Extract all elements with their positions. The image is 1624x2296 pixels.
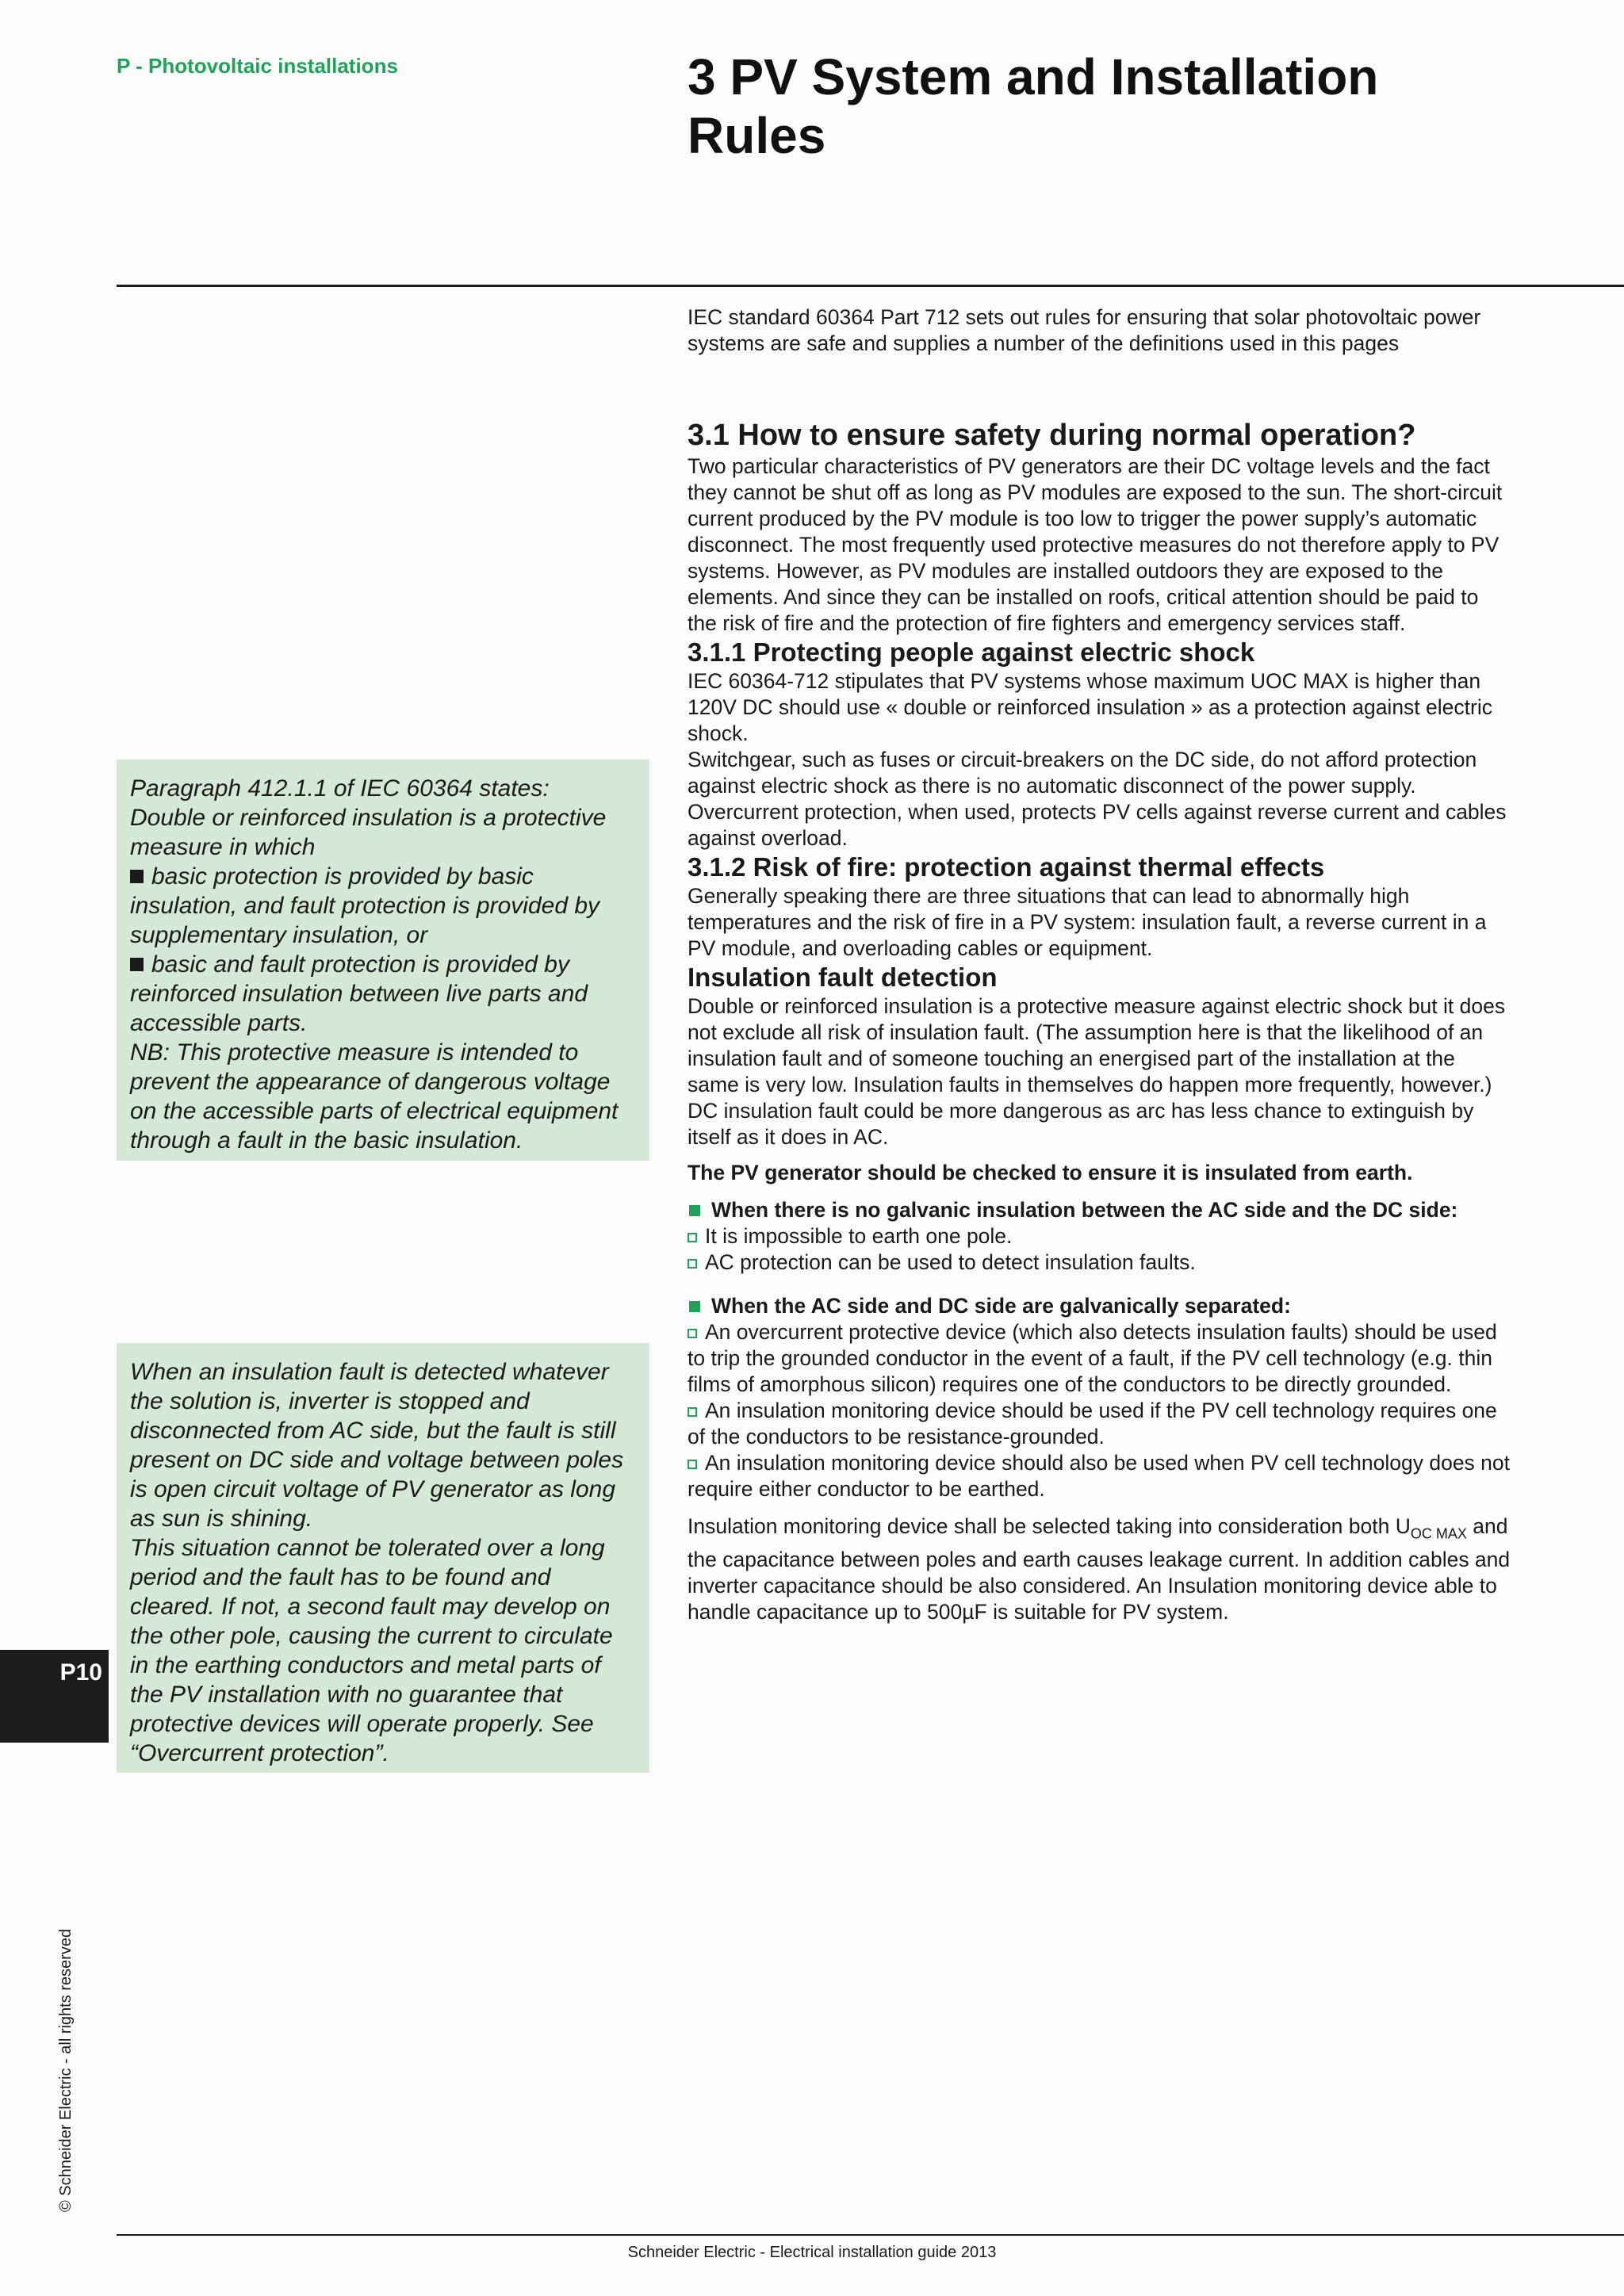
sub-bullet-text: It is impossible to earth one pole.	[705, 1224, 1013, 1248]
black-square-bullet-icon	[130, 870, 144, 883]
intro-paragraph: IEC standard 60364 Part 712 sets out rules for ensuring that solar photovoltaic power systems are safe and supplies a number of the definitions used in this pages	[688, 305, 1481, 355]
bullet-galvanically-separated	[688, 1293, 1512, 1319]
green-square-bullet-icon	[689, 1301, 700, 1312]
bottom-divider	[117, 2234, 1624, 2236]
copyright-note: © Schneider Electric - all rights reserved	[57, 1928, 75, 2212]
imd-subscript: OC MAX	[1410, 1525, 1467, 1542]
paragraph-3-1: Two particular characteristics of PV generators are their DC voltage levels and the fact they cannot be shut off as long as PV modules are exposed to the sun. The short-circuit current produced by the PV module is too low to trigger the power supply’s automatic disconnect. The most frequently used protective measures do not therefore apply to PV systems. However, as PV modules are installed outdoors they are exposed to the elements. And since they can be installed on roofs, critical attention should be paid to the risk of fire and the protection of fire fighters and emergency services staff.	[688, 454, 1503, 635]
sidebox-bullet-text: basic and fault protection is provided by reinforced insulation between live parts and accessible parts.	[130, 951, 588, 1036]
hollow-square-bullet-icon	[688, 1407, 697, 1417]
heading-3-1-1: 3.1.1 Protecting people against electric shock	[688, 637, 1255, 667]
black-square-bullet-icon	[130, 958, 144, 971]
bullet-label: When there is no galvanic insulation between the AC side and the DC side:	[711, 1198, 1458, 1222]
hollow-square-bullet-icon	[688, 1460, 697, 1469]
hollow-square-bullet-icon	[688, 1329, 697, 1338]
hollow-square-bullet-icon	[688, 1259, 697, 1269]
sub-bullet-text: An insulation monitoring device should also be used when PV cell technology does not require either conductor to be earthed.	[688, 1451, 1511, 1501]
sidebox-line: Paragraph 412.1.1 of IEC 60364 states:	[130, 775, 550, 802]
section-tag: P - Photovoltaic installations	[117, 54, 398, 78]
sub-bullet-text: AC protection can be used to detect insulation faults.	[705, 1250, 1196, 1274]
sidebox-note: NB: This protective measure is intended to prevent the appearance of dangerous voltage on the accessible parts of electrical equipment through a fault in the basic insulation.	[130, 1039, 619, 1154]
bold-statement: The PV generator should be checked to ensure it is insulated from earth.	[688, 1161, 1413, 1184]
paragraph-insulation-monitoring	[688, 1513, 1512, 1625]
sidebox-line: Double or reinforced insulation is a protective measure in which	[130, 805, 607, 860]
paragraph-3-1-1-b: Switchgear, such as fuses or circuit-breakers on the DC side, do not afford protection against electric shock as there is no automatic disconnect of the power supply. Overcurrent protection, when used, protects PV cells against reverse current and cables against overload.	[688, 748, 1507, 850]
chapter-title: 3 PV System and Installation Rules	[688, 48, 1379, 164]
sub-bullet	[688, 1398, 1512, 1450]
paragraph-3-1-1-a: IEC 60364-712 stipulates that PV systems whose maximum UOC MAX is higher than 120V DC should use « double or reinforced insulation » as a protection against electric shock.	[688, 669, 1492, 745]
sidebox-bullet	[130, 950, 637, 1038]
sidebox-iec-definition	[117, 760, 649, 1161]
page-footer: Schneider Electric - Electrical installation guide 2013	[627, 2244, 997, 2261]
sub-bullet	[688, 1223, 1512, 1249]
sidebox-bullet-text: basic protection is provided by basic insulation, and fault protection is provided by supplementary insulation, or	[130, 863, 600, 948]
sub-bullet	[688, 1450, 1512, 1502]
top-divider	[117, 285, 1624, 287]
sub-bullet-text: An insulation monitoring device should be used if the PV cell technology requires one of the conductors to be resistance-grounded.	[688, 1399, 1497, 1448]
sub-bullet-text: An overcurrent protective device (which also detects insulation faults) should be used to trip the grounded conductor in the event of a fault, if the PV cell technology (e.g. thin films of amorphous silicon) requires one of the conductors to be directly grounded.	[688, 1320, 1497, 1396]
sidebox-paragraph: When an insulation fault is detected whatever the solution is, inverter is stopped and disconnected from AC side, but the fault is still present on DC side and voltage between poles is open circuit voltage of PV generator as long as sun is shining.	[130, 1359, 624, 1532]
paragraph-3-1-2: Generally speaking there are three situations that can lead to abnormally high temperatures and the risk of fire in a PV system: insulation fault, a reverse current in a PV module, and overloading cables or equipment.	[688, 884, 1487, 960]
page-number-tab: P10	[0, 1650, 109, 1743]
heading-3-1: 3.1 How to ensure safety during normal operation?	[688, 419, 1416, 452]
heading-3-1-2: 3.1.2 Risk of fire: protection against thermal effects	[688, 852, 1325, 882]
imd-text-1: Insulation monitoring device shall be selected taking into consideration both U	[688, 1514, 1411, 1538]
sidebox-insulation-fault	[117, 1343, 649, 1773]
paragraph-insulation-fault: Double or reinforced insulation is a protective measure against electric shock but it does not exclude all risk of insulation fault. (The assumption here is that the likelihood of an insulation fault and of someone touching an energised part of the installation at the same is very low. Insulation faults in themselves do happen more frequently, however.) DC insulation fault could be more dangerous as arc has less chance to extinguish by itself as it does in AC.	[688, 994, 1506, 1149]
main-content	[688, 304, 1512, 1625]
sub-bullet	[688, 1249, 1512, 1276]
sidebox-bullet	[130, 862, 637, 950]
sub-bullet	[688, 1319, 1512, 1398]
hollow-square-bullet-icon	[688, 1233, 697, 1242]
sidebox-paragraph: This situation cannot be tolerated over a long period and the fault has to be found and cleared. If not, a second fault may develop on the other pole, causing the current to circulate in the earthing conductors and metal parts of the PV installation with no guarantee that protective devices will operate properly. See “Overcurrent protection”.	[130, 1535, 613, 1766]
imd-text-2: and the capacitance between poles and earth causes leakage current. In addition cables and inverter capacitance should be also considered. An Insulation monitoring device able to handle capacitance up to 500µF is suitable for PV system.	[688, 1514, 1511, 1624]
bullet-no-galvanic-insulation	[688, 1197, 1512, 1223]
green-square-bullet-icon	[689, 1205, 700, 1216]
heading-insulation-fault: Insulation fault detection	[688, 962, 998, 992]
bullet-label: When the AC side and DC side are galvanically separated:	[711, 1294, 1291, 1318]
